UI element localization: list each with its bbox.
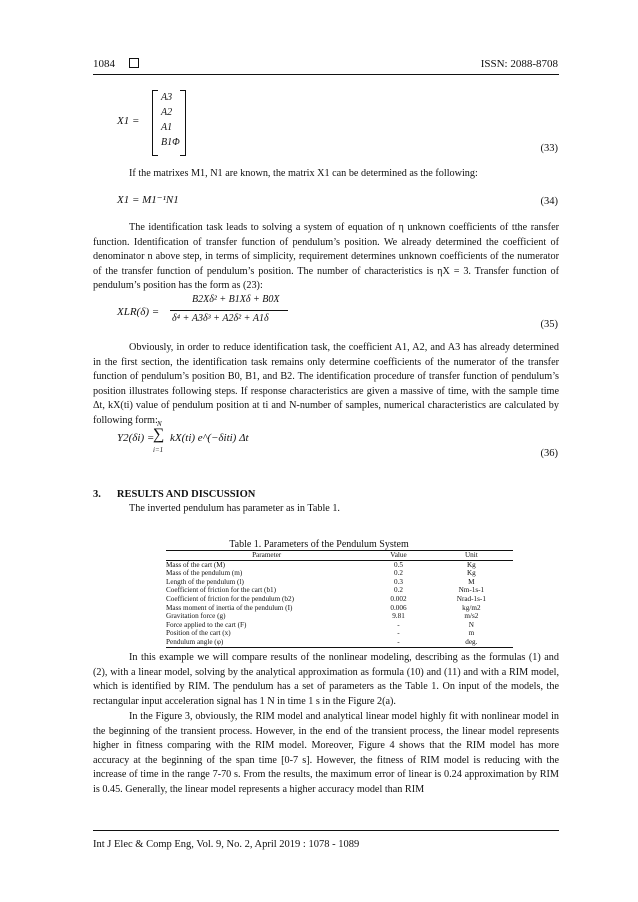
- header-rule: [93, 74, 559, 75]
- table-row: [166, 629, 513, 638]
- table-cell: -: [397, 629, 400, 638]
- table-cell: kg/m2: [462, 603, 481, 612]
- matrix-cell: A2: [161, 107, 173, 118]
- table-cell: Nm-1s-1: [458, 586, 485, 595]
- eq35-lhs: XLR(δ) =: [117, 306, 160, 318]
- footer-rule: [93, 830, 559, 831]
- section-heading: 3. RESULTS AND DISCUSSION: [93, 489, 256, 500]
- table-cell: Position of the cart (x): [166, 629, 231, 638]
- table-row: [166, 569, 513, 578]
- eq33-lhs: X1 =: [117, 115, 140, 127]
- paragraph: The inverted pendulum has parameter as in Table 1.: [129, 503, 340, 514]
- table-row: [166, 621, 513, 630]
- table-cell: 0.5: [394, 560, 403, 569]
- eq36-rhs: kX(ti) e^(−δiti) Δt: [170, 432, 249, 444]
- table-cell: M: [468, 577, 475, 586]
- table-cell: 9.81: [392, 612, 405, 621]
- table-row: [166, 560, 513, 569]
- table-row: [166, 578, 513, 587]
- footer-citation: Int J Elec & Comp Eng, Vol. 9, No. 2, April 2019 : 1078 - 1089: [93, 839, 360, 850]
- table-cell: Coefficient of friction for the cart (b1): [166, 586, 277, 595]
- eq35-denominator: δ⁴ + A3δ³ + A2δ² + A1δ: [172, 313, 269, 324]
- table-cell: Mass of the pendulum (m): [166, 569, 243, 578]
- column-header: Unit: [430, 551, 513, 561]
- sum-icon: ∑: [153, 426, 165, 443]
- table-cell: Mass moment of inertia of the pendulum (I): [166, 603, 293, 612]
- eq36-lhs: Y2(δi) =: [117, 432, 155, 444]
- paragraph: In this example we will compare results of the nonlinear modeling, describing as the formulas (1) and (2), with a linear model, solving by the analytical approximation as formula (10) and (11) and with a RIM model, which is identified by RIM. The pendulum has a set of parameters as the Table 1. On input of the models, the rectangular input acceleration signal has 1 N in time 1 s in the Figure 2(a).: [93, 652, 559, 707]
- eq33-matrix: [152, 90, 186, 156]
- table-cell: 0.3: [394, 577, 403, 586]
- table-cell: -: [397, 620, 400, 629]
- eq35-number: (35): [540, 319, 558, 330]
- box-icon: [129, 58, 139, 68]
- eq34: X1 = M1⁻¹N1: [117, 194, 179, 206]
- page-number: 1084: [93, 58, 139, 70]
- sum-upper-limit: N: [157, 420, 162, 428]
- table-cell: N: [468, 620, 474, 629]
- table-cell: 0.2: [394, 569, 403, 578]
- table-cell: Coefficient of friction for the pendulum (b2): [166, 594, 295, 603]
- table-cell: Length of the pendulum (l): [166, 577, 244, 586]
- table-cell: Force applied to the cart (F): [166, 620, 247, 629]
- table-cell: m/s2: [464, 612, 479, 621]
- matrix-cell: B1Φ: [161, 137, 180, 148]
- table-cell: Kg: [466, 560, 476, 569]
- fraction-line: [170, 310, 288, 311]
- table-row: [166, 586, 513, 595]
- table-cell: 0.002: [390, 594, 407, 603]
- eq36-number: (36): [540, 448, 558, 459]
- table-cell: Mass of the cart (M): [166, 560, 226, 569]
- sum-lower-limit: i=1: [153, 446, 164, 454]
- paragraph: If the matrixes M1, N1 are known, the matrix X1 can be determined as the following:: [129, 168, 478, 179]
- table-row: [166, 638, 513, 647]
- table-cell: deg.: [430, 638, 513, 647]
- paragraph: Obviously, in order to reduce identification task, the coefficient A1, A2, and A3 has already determined in the first section, the identification task remains only determine coefficients of the numerator of the transfer function of pendulum’s position B0, B1, and B2. The identification procedure of transfer function of pendulum’s position illustrates following steps. If response characteristics are given a massive of time, with the sample time Δt, kX(ti) value of pendulum position at ti and N-number of samples, numerical characteristics are calculated by following form:: [93, 342, 559, 426]
- table-caption: Table 1. Parameters of the Pendulum System: [229, 539, 409, 550]
- paragraph: The identification task leads to solving a system of equation of η unknown coefficients of tthe ransfer function. Identification of transfer function of pendulum’s position. We already determined the coefficient of denominator n above step, in terms of simplicity, requirement determines unknown coefficients of the numerator of the transfer function of pendulum’s position. The number of characteristics is ηX = 3. Transfer function of pendulum’s position has the form as (23):: [93, 222, 559, 292]
- parameters-table: [166, 550, 513, 648]
- table-cell: m: [468, 629, 475, 638]
- table-cell: Nrad-1s-1: [456, 594, 486, 603]
- eq33-number: (33): [540, 143, 558, 154]
- table-row: [166, 612, 513, 621]
- table-cell: 0.006: [390, 603, 407, 612]
- column-header: Parameter: [166, 551, 367, 561]
- table-header-row: [166, 551, 513, 561]
- table-cell: -: [367, 638, 429, 647]
- journal-issn: ISSN: 2088-8708: [480, 58, 558, 70]
- matrix-cell: A1: [161, 122, 173, 133]
- paragraph: In the Figure 3, obviously, the RIM model and analytical linear model highly fit with nonlinear model in the beginning of the transient process. However, in the end of the transient process, the linear model represents higher in fitness comparing with the RIM model. Moreover, Figure 4 shows that the RIM model has more accuracy at the beginning of the span time [0-7 s]. However, the fitness of RIM model is reducing with the increase of time in the range 7-70 s. From the results, the maximum error of linear is 0.24 approximation by RIM is 0.45. Generally, the linear model represents a higher accuracy model than RIM: [93, 711, 559, 795]
- column-header: Value: [367, 551, 429, 561]
- table-cell: Kg: [466, 569, 476, 578]
- table-cell: Gravitation force (g): [166, 612, 226, 621]
- table-cell: Pendulum angle (φ): [166, 638, 367, 647]
- matrix-cell: A3: [161, 92, 173, 103]
- eq34-number: (34): [540, 196, 558, 207]
- eq35-numerator: B2Xδ² + B1Xδ + B0X: [192, 294, 280, 305]
- table-row: [166, 604, 513, 613]
- table-cell: 0.2: [394, 586, 403, 595]
- table-row: [166, 595, 513, 604]
